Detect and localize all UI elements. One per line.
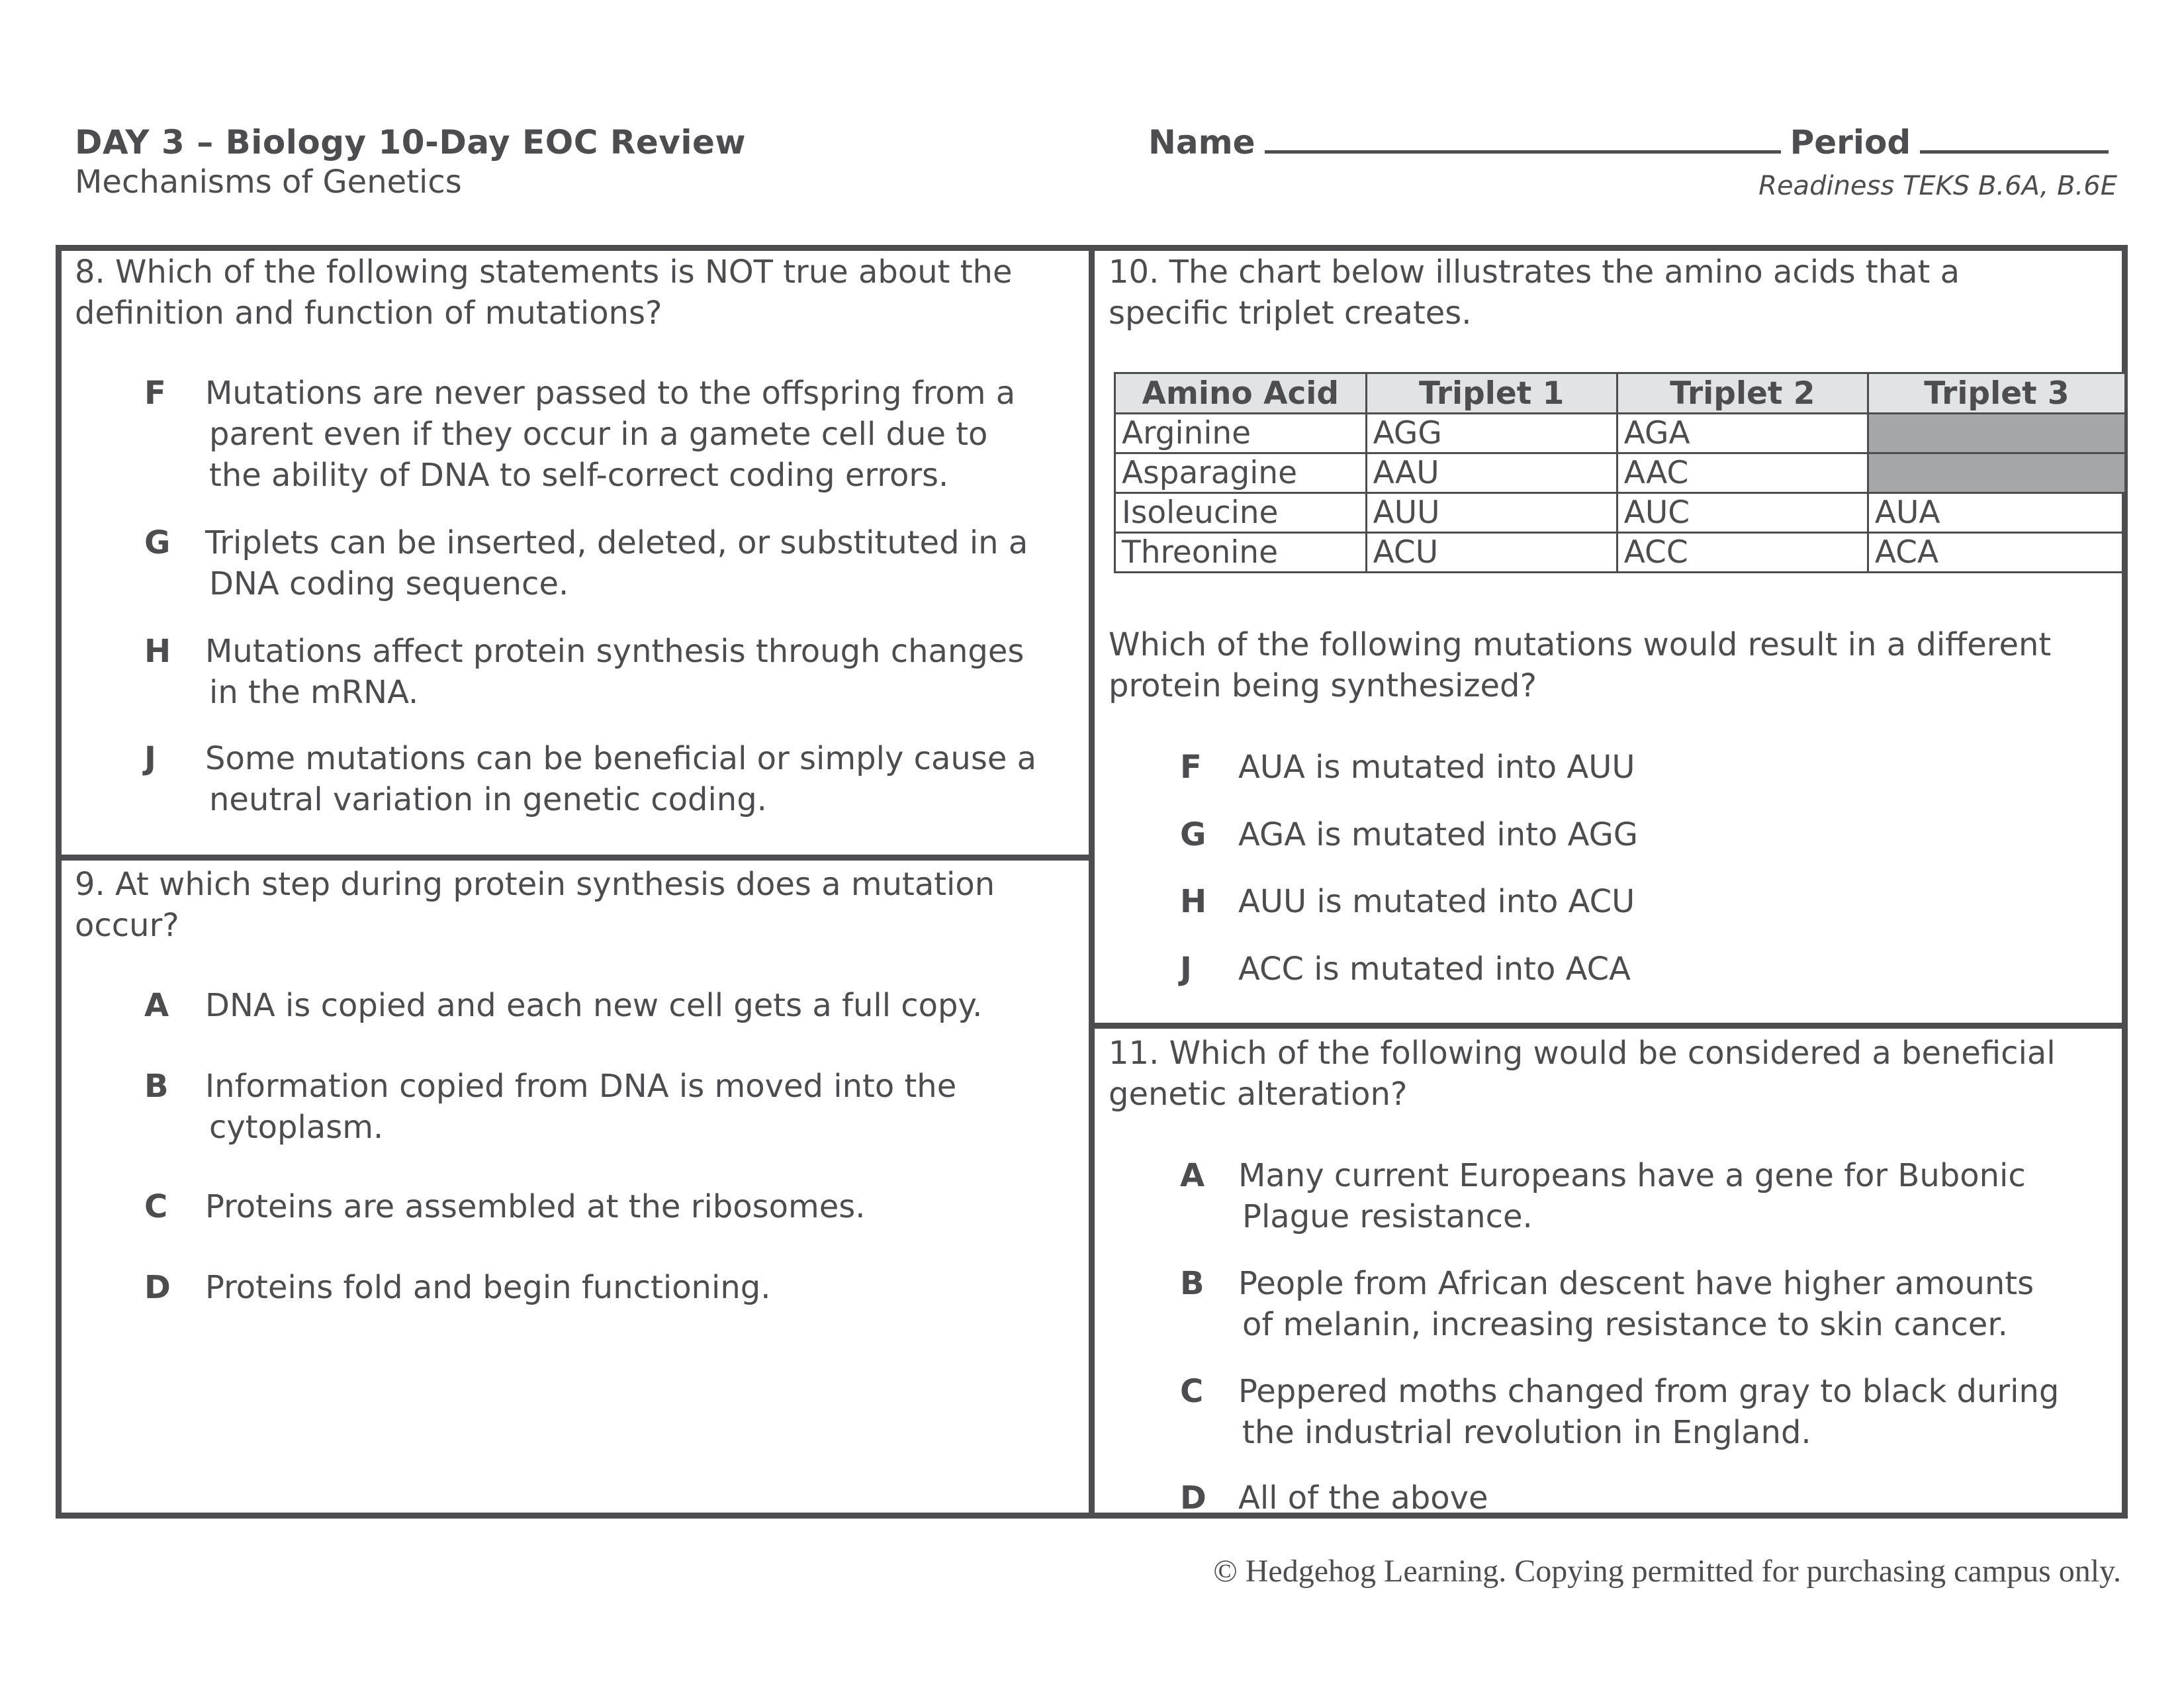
- table-cell: Isoleucine: [1115, 493, 1367, 533]
- option-letter: A: [144, 987, 169, 1024]
- option-letter: A: [1180, 1157, 1205, 1194]
- table-cell: Threonine: [1115, 533, 1367, 573]
- question-8-stem: 8. Which of the following statements is NOT true about the definition and function of mutations?: [75, 254, 1013, 332]
- question-9-stem: 9. At which step during protein synthesis does a mutation occur?: [75, 866, 995, 944]
- option-letter: D: [144, 1269, 171, 1306]
- table-cell-shaded: [1868, 453, 2125, 493]
- right-row-divider: [1089, 1023, 2128, 1029]
- table-cell: AGG: [1366, 414, 1617, 453]
- worksheet-subtitle: Mechanisms of Genetics: [75, 164, 462, 201]
- table-cell: AAU: [1366, 453, 1617, 493]
- question-11-stem: 11. Which of the following would be considered a beneficial genetic alteration?: [1109, 1035, 2056, 1113]
- name-label: Name: [1148, 123, 1255, 162]
- option-letter: G: [1180, 816, 1206, 853]
- teks-standards: Readiness TEKS B.6A, B.6E: [1758, 171, 2117, 201]
- option-letter: H: [144, 633, 171, 670]
- question-10-prompt: Which of the following mutations would result in a different protein being synthesized?: [1109, 626, 2052, 704]
- option-letter: H: [1180, 883, 1207, 920]
- option-letter: D: [1180, 1479, 1206, 1517]
- table-cell-shaded: [1868, 414, 2125, 453]
- table-header: Amino Acid: [1115, 373, 1367, 414]
- column-divider: [1089, 245, 1095, 1519]
- table-header-row: [1115, 373, 2126, 414]
- amino-acid-triplet-table: [1114, 372, 2126, 573]
- period-blank-field[interactable]: [1920, 124, 2109, 154]
- table-row: [1115, 453, 2126, 493]
- table-header: Triplet 1: [1366, 373, 1617, 414]
- option-letter: F: [1180, 749, 1202, 786]
- table-header: Triplet 2: [1617, 373, 1868, 414]
- table-cell: AUU: [1366, 493, 1617, 533]
- table-cell: AAC: [1617, 453, 1868, 493]
- table-cell: AGA: [1617, 414, 1868, 453]
- period-label: Period: [1790, 123, 1911, 162]
- option-letter: C: [1180, 1373, 1204, 1410]
- option-letter: J: [144, 740, 156, 777]
- table-row: [1115, 533, 2126, 573]
- table-cell: Arginine: [1115, 414, 1367, 453]
- table-row: [1115, 493, 2126, 533]
- table-cell: AUA: [1868, 493, 2125, 533]
- option-letter: G: [144, 524, 171, 561]
- name-blank-field[interactable]: [1265, 124, 1781, 154]
- table-cell: ACA: [1868, 533, 2125, 573]
- option-letter: B: [1180, 1265, 1205, 1302]
- table-cell: ACC: [1617, 533, 1868, 573]
- table-header: Triplet 3: [1868, 373, 2125, 414]
- name-period-fields: [1148, 123, 2109, 162]
- table-cell: Asparagine: [1115, 453, 1367, 493]
- option-letter: F: [144, 375, 166, 412]
- table-row: [1115, 414, 2126, 453]
- option-letter: C: [144, 1188, 168, 1225]
- worksheet-title: DAY 3 – Biology 10-Day EOC Review: [75, 123, 747, 162]
- option-letter: J: [1180, 951, 1192, 988]
- left-row-divider: [56, 855, 1095, 861]
- option-letter: B: [144, 1068, 169, 1105]
- table-cell: AUC: [1617, 493, 1868, 533]
- question-10-stem: 10. The chart below illustrates the amino acids that a specific triplet creates.: [1109, 254, 1960, 332]
- table-cell: ACU: [1366, 533, 1617, 573]
- copyright-footer: © Hedgehog Learning. Copying permitted for purchasing campus only.: [1213, 1554, 2121, 1589]
